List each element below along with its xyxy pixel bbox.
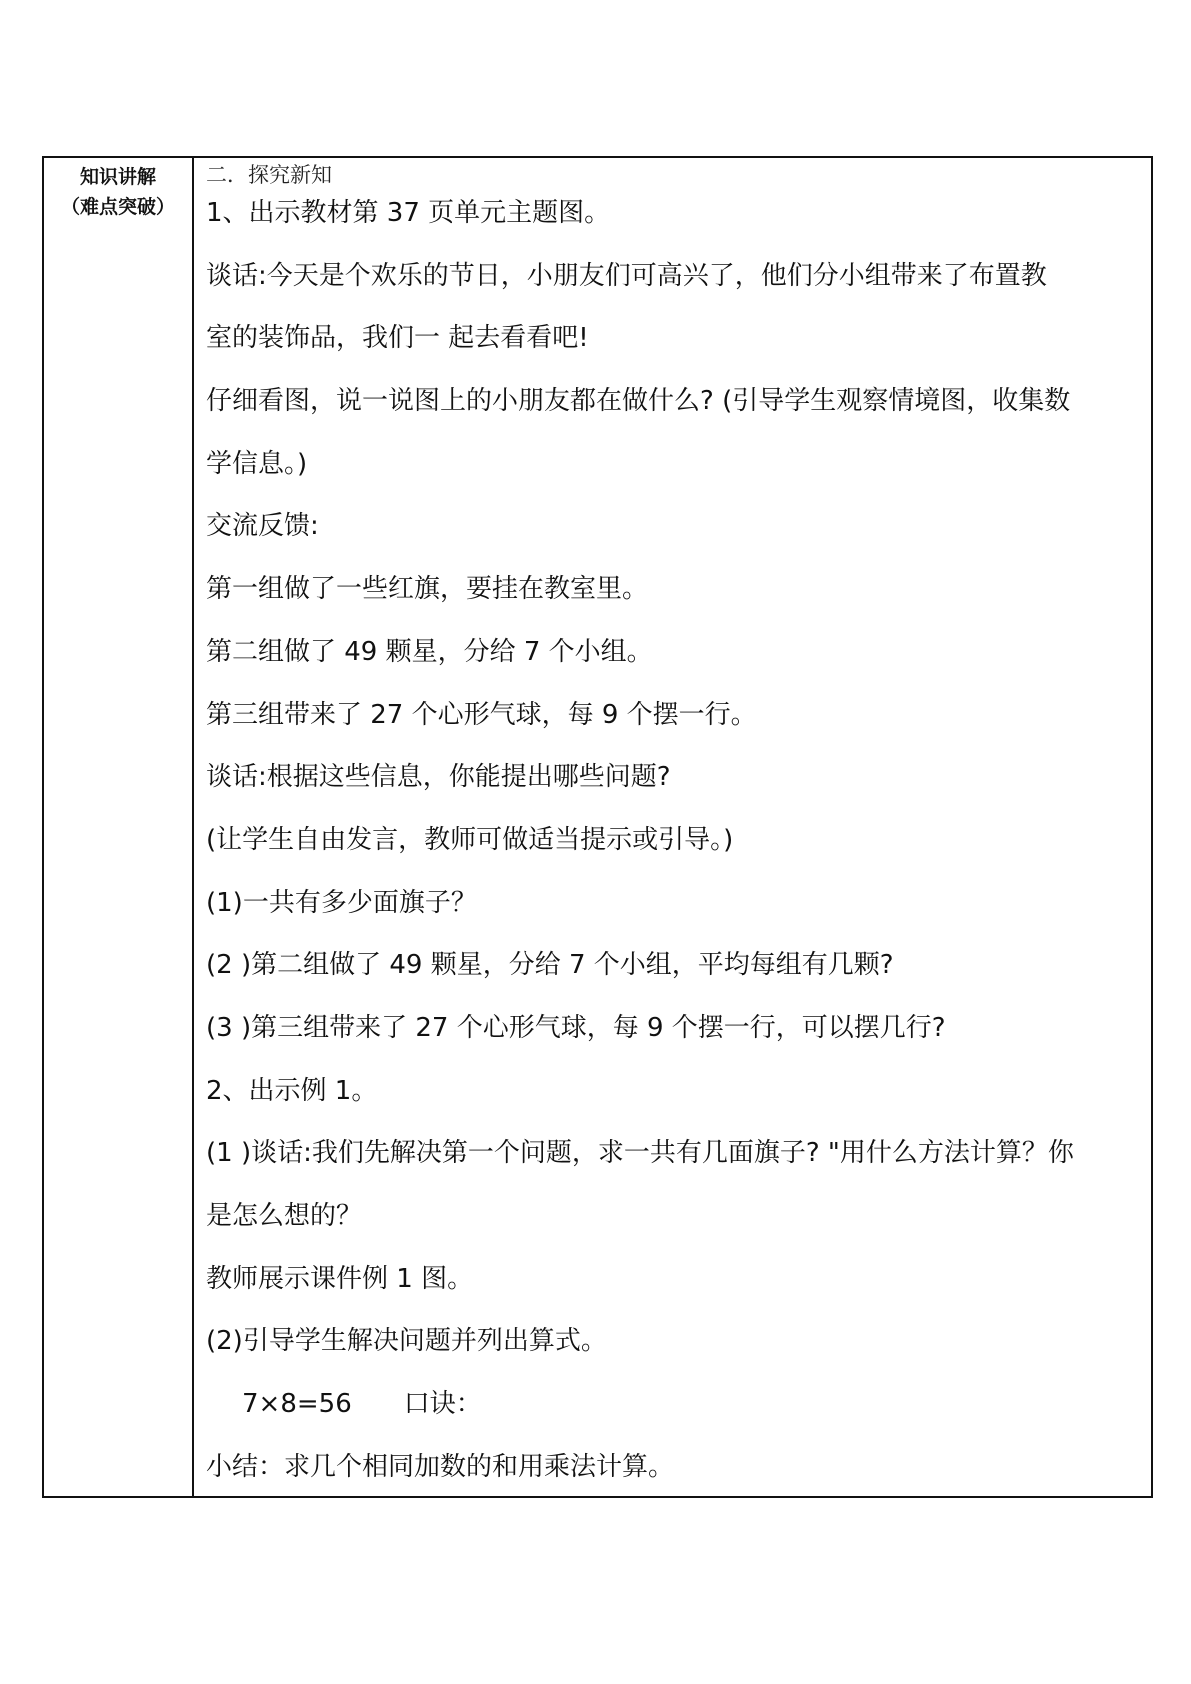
section-sublabel: （难点突破） xyxy=(60,196,175,218)
lesson-content-cell xyxy=(194,158,1151,1496)
lesson-table xyxy=(42,156,1153,1498)
text-line: (3 )第三组带来了 27 个心形气球，每 9 个摆一行，可以摆几行? xyxy=(206,1012,946,1043)
text-line: (1)一共有多少面旗子？ xyxy=(206,887,477,918)
text-line: 学信息。) xyxy=(206,448,308,479)
text-line: 室的装饰品，我们一 起去看看吧! xyxy=(206,323,589,354)
text-line: (2)引导学生解决问题并列出算式。 xyxy=(206,1326,607,1357)
text-line: 谈话:今天是个欢乐的节日，小朋友们可高兴了，他们分小组带来了布置教 xyxy=(206,260,1047,291)
text-line: 仔细看图，说一说图上的小朋友都在做什么? (引导学生观察情境图，收集数 xyxy=(206,386,1071,417)
section-heading: 二．探究新知 xyxy=(206,163,332,187)
section-label: 知识讲解 xyxy=(79,166,156,188)
text-line: 2、出示例 1。 xyxy=(206,1075,378,1106)
text-line: 教师展示课件例 1 图。 xyxy=(206,1263,474,1294)
text-line: (让学生自由发言，教师可做适当提示或引导。) xyxy=(206,824,734,855)
section-label-cell xyxy=(44,158,194,1496)
formula-line: 7×8=56 口诀： xyxy=(242,1389,482,1420)
text-line: 第一组做了一些红旗，要挂在教室里。 xyxy=(206,574,649,605)
text-line: 1、出示教材第 37 页单元主题图。 xyxy=(206,198,611,228)
text-line: 谈话:根据这些信息，你能提出哪些问题? xyxy=(206,762,671,793)
text-line: 第三组带来了 27 个心形气球，每 9 个摆一行。 xyxy=(206,699,757,730)
text-line: 第二组做了 49 颗星，分给 7 个小组。 xyxy=(206,636,653,667)
text-line: 是怎么想的？ xyxy=(206,1201,363,1231)
text-line: (2 )第二组做了 49 颗星，分给 7 个小组，平均每组有几颗? xyxy=(206,950,894,981)
lesson-text xyxy=(206,182,1141,1498)
summary-line: 小结：求几个相同加数的和用乘法计算。 xyxy=(206,1451,675,1482)
text-line: (1 )谈话:我们先解决第一个问题，求一共有几面旗子? "用什么方法计算？你 xyxy=(206,1138,1074,1169)
text-line: 交流反馈: xyxy=(206,511,319,542)
